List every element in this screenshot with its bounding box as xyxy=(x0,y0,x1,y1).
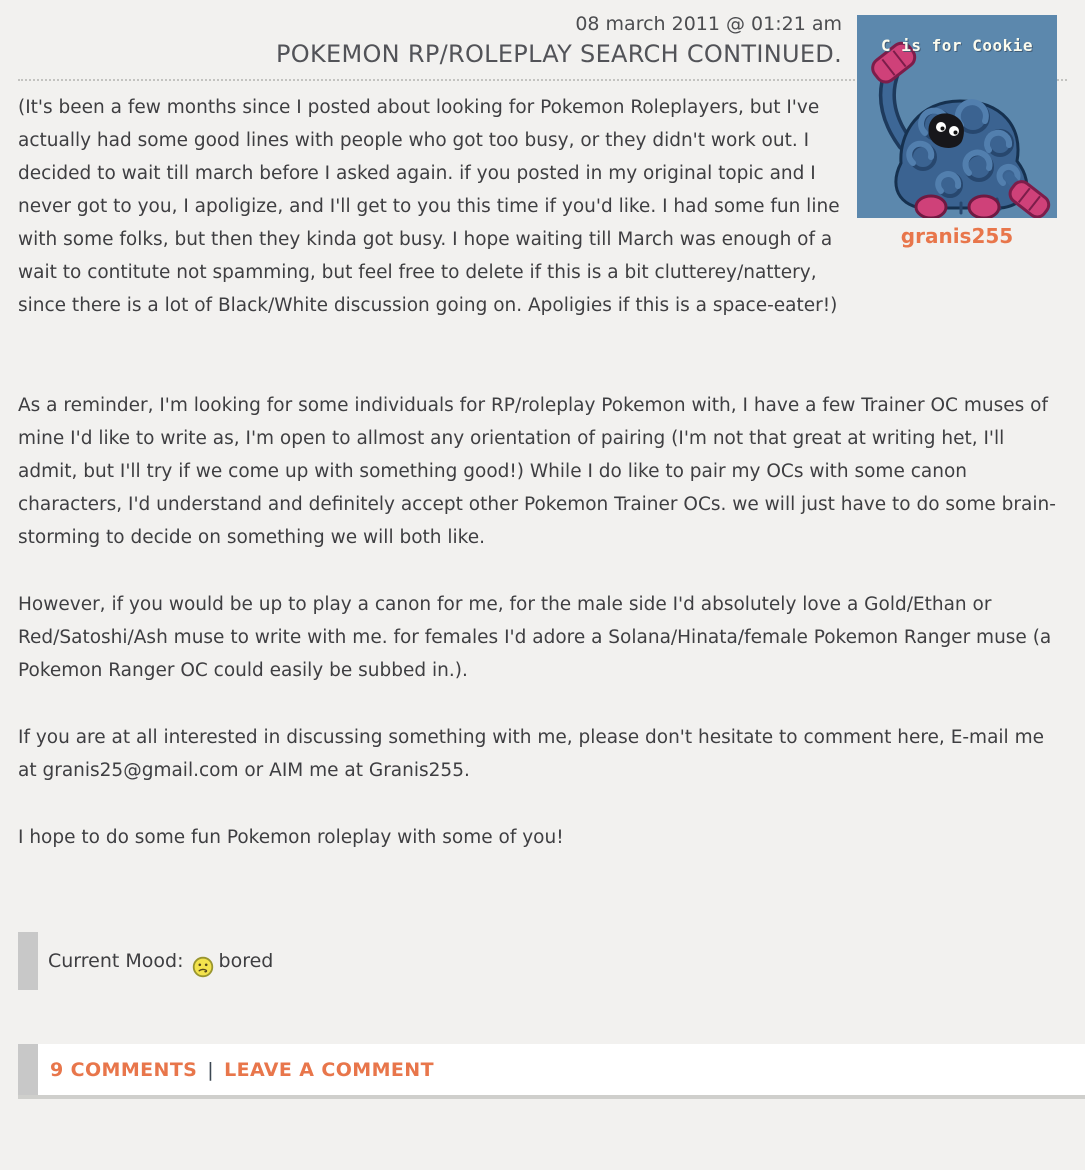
entry-paragraph: As a reminder, I'm looking for some individuals for RP/roleplay Pokemon with, I have a few Trainer OC muses of mine I'd like to write as, I'm open to allmost any orientation of pairing (I'm not that great at writing het, I'll admit, but I'll try if we come up with something good!) While I do like to pair my OCs with some canon characters, I'd understand and definitely accept other Pokemon Trainer OCs. we will just have to do some brain-storming to decide on something we will both like. xyxy=(18,395,1056,548)
comments-row xyxy=(18,1044,1085,1095)
comments-section xyxy=(18,1044,1085,1099)
entry-subject: POKEMON RP/ROLEPLAY SEARCH CONTINUED. xyxy=(276,40,842,68)
bored-mood-face-icon xyxy=(192,956,214,978)
entry-paragraph: I hope to do some fun Pokemon roleplay with some of you! xyxy=(18,827,564,848)
entry-paragraph: However, if you would be up to play a canon for me, for the male side I'd absolutely love a Gold/Ethan or Red/Satoshi/Ash muse to write with me. for females I'd adore a Solana/Hinata/female Pokemon Ranger muse (a Pokemon Ranger OC could easily be subbed in.). xyxy=(18,594,1052,681)
leave-comment-link[interactable]: LEAVE A COMMENT xyxy=(224,1058,434,1081)
entry-date: 08 march 2011 @ 01:21 am xyxy=(575,13,842,35)
current-mood-row xyxy=(18,932,1085,990)
mood-label: Current Mood: xyxy=(48,950,184,972)
entry-paragraph: If you are at all interested in discussing something with me, please don't hesitate to comment here, E-mail me at granis25@gmail.com or AIM me at Granis255. xyxy=(18,727,1044,781)
userpic-caption: C is for Cookie xyxy=(881,36,1033,55)
comments-separator: | xyxy=(207,1058,215,1081)
username-link[interactable]: granis255 xyxy=(900,224,1014,248)
userpic-block xyxy=(857,15,1057,248)
userpic-image[interactable] xyxy=(857,15,1057,218)
mood-value: bored xyxy=(218,950,274,972)
mood-section xyxy=(18,932,1085,990)
comments-count-link[interactable]: 9 COMMENTS xyxy=(50,1058,198,1081)
entry-paragraph: (It's been a few months since I posted about looking for Pokemon Roleplayers, but I've actually had some good lines with people who got too busy, or they didn't work out. I decided to wait till march before I asked again. if you posted in my original topic and I never got to you, I apoligize, and I'll get to you this time if you'd like. I had some fun line with some folks, but then they kinda got busy. I hope waiting till March was enough of a wait to contitute not spamming, but feel free to delete if this is a bit clutterey/nattery, since there is a lot of Black/White discussion going on. Apoligies if this is a space-eater!) xyxy=(18,97,840,316)
